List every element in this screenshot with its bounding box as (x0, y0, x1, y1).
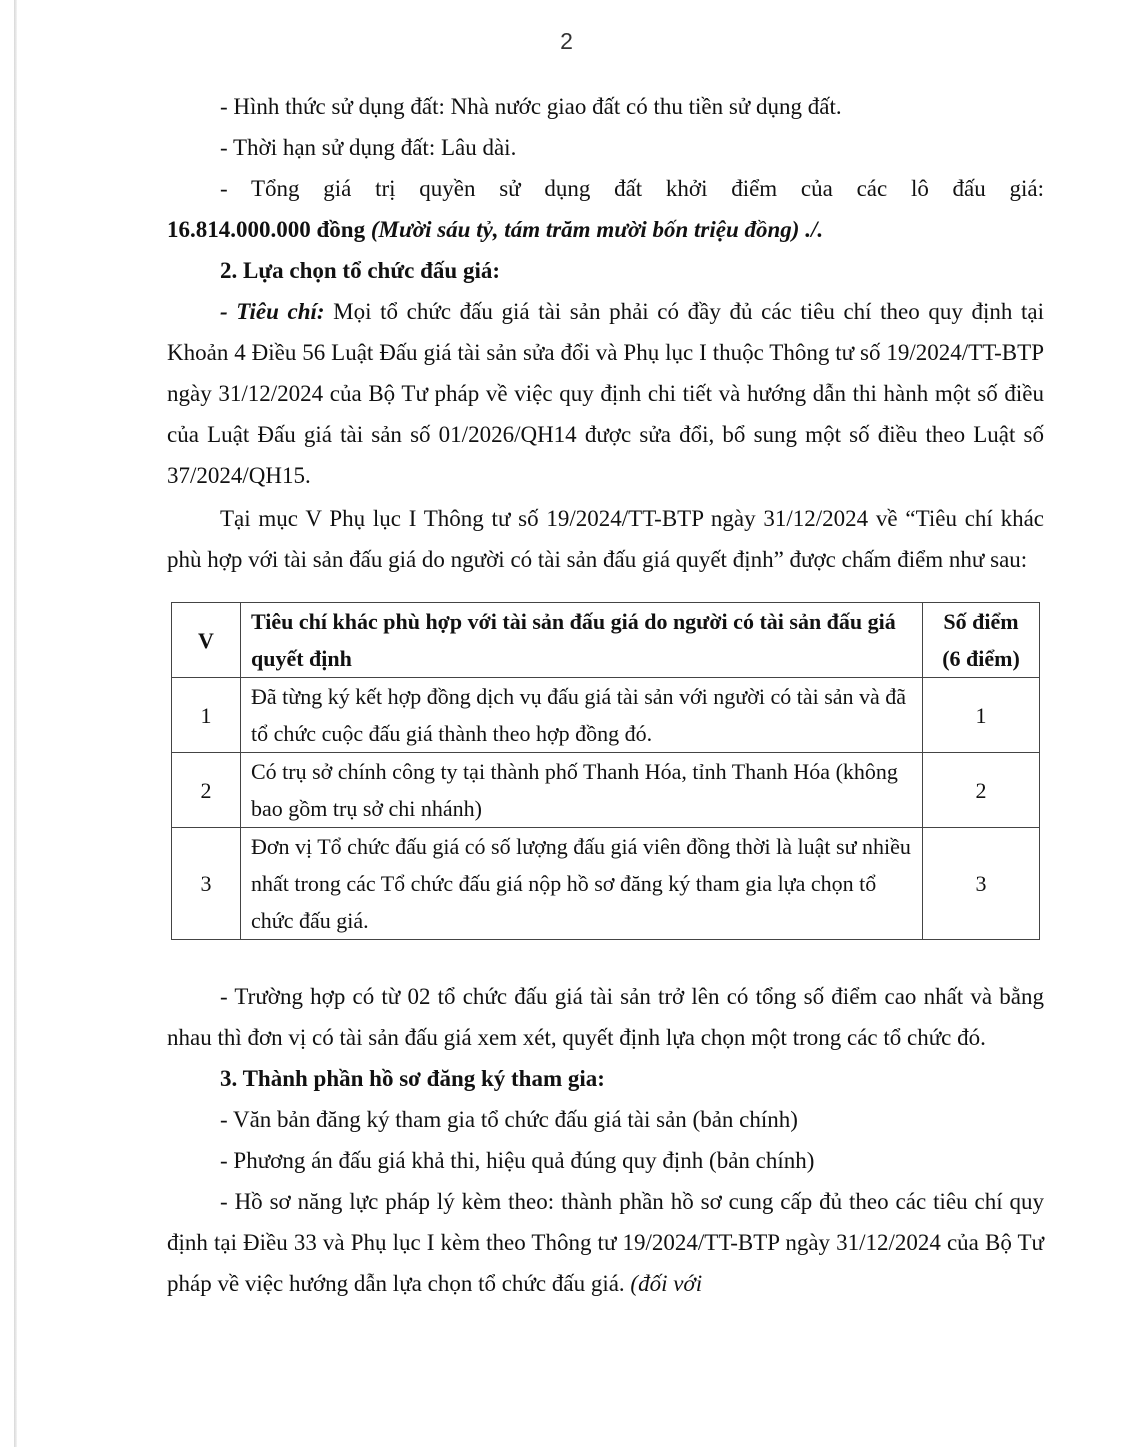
document-item-1: - Văn bản đăng ký tham gia tổ chức đấu giá tài sản (bản chính) (220, 1107, 798, 1132)
starting-price-amount: 16.814.000.000 đồng (167, 217, 366, 242)
row-points: 2 (923, 753, 1040, 828)
document-item-2: - Phương án đấu giá khả thi, hiệu quả đúng quy định (bản chính) (220, 1148, 815, 1173)
document-item-3-italic: (đối với (630, 1271, 703, 1296)
section-2-heading: 2. Lựa chọn tổ chức đấu giá: (220, 258, 500, 283)
criteria-text: Mọi tổ chức đấu giá tài sản phải có đầy đủ các tiêu chí theo quy định tại Khoản 4 Điều 56 Luật Đấu giá tài sản sửa đổi và Phụ lục I thuộc Thông tư số 19/2024/TT-BTP ngày 31/12/2024 của Bộ Tư pháp về việc quy định chi tiết và hướng dẫn thi hành một số điều của Luật Đấu giá tài sản số 01/2026/QH14 được sửa đổi, bổ sung một số điều theo Luật số 37/2024/QH15. (167, 299, 1045, 488)
starting-price-line (167, 209, 1044, 250)
table-row (172, 828, 1040, 940)
land-use-term: - Thời hạn sử dụng đất: Lâu dài. (220, 135, 517, 160)
starting-price-label: - Tổng giá trị quyền sử dụng đất khởi điểm của các lô đấu giá: (220, 176, 1044, 201)
land-use-form: - Hình thức sử dụng đất: Nhà nước giao đất có thu tiền sử dụng đất. (220, 94, 842, 119)
section-3-heading: 3. Thành phần hồ sơ đăng ký tham gia: (220, 1066, 605, 1091)
criteria-paragraph (167, 291, 1044, 496)
table-header-row (172, 603, 1040, 678)
document-item-3: - Hồ sơ năng lực pháp lý kèm theo: thành phần hồ sơ cung cấp đủ theo các tiêu chí quy định tại Điều 33 và Phụ lục I kèm theo Thông tư 19/2024/TT-BTP ngày 31/12/2024 của Bộ Tư pháp về việc hướng dẫn lựa chọn tổ chức đấu giá. (đối với (167, 1189, 1044, 1296)
criteria-table (171, 602, 1040, 940)
row-criteria: Có trụ sở chính công ty tại thành phố Thanh Hóa, tỉnh Thanh Hóa (không bao gồm trụ sở chi nhánh) (241, 753, 923, 828)
row-number: 2 (172, 753, 241, 828)
table-row (172, 678, 1040, 753)
starting-price-in-words: (Mười sáu tỷ, tám trăm mười bốn triệu đồng) ./. (370, 217, 824, 242)
row-points: 1 (923, 678, 1040, 753)
scoring-intro: Tại mục V Phụ lục I Thông tư số 19/2024/TT-BTP ngày 31/12/2024 về “Tiêu chí khác phù hợp với tài sản đấu giá do người có tài sản đấu giá quyết định” được chấm điểm như sau: (167, 506, 1044, 572)
page-edge (14, 0, 17, 1447)
row-criteria: Đơn vị Tổ chức đấu giá có số lượng đấu giá viên đồng thời là luật sư nhiều nhất trong các Tổ chức đấu giá nộp hồ sơ đăng ký tham gia lựa chọn tổ chức đấu giá. (241, 828, 923, 940)
table-row (172, 753, 1040, 828)
header-points: Số điểm (6 điểm) (923, 603, 1040, 678)
document-body (167, 86, 1044, 1304)
page-number: 2 (560, 28, 573, 54)
row-number: 1 (172, 678, 241, 753)
criteria-label: - Tiêu chí: (220, 299, 325, 324)
tie-break-rule: - Trường hợp có từ 02 tổ chức đấu giá tài sản trở lên có tổng số điểm cao nhất và bằng nhau thì đơn vị có tài sản đấu giá xem xét, quyết định lựa chọn một trong các tổ chức đó. (167, 984, 1044, 1050)
header-roman-numeral: V (172, 603, 241, 678)
row-number: 3 (172, 828, 241, 940)
row-criteria: Đã từng ký kết hợp đồng dịch vụ đấu giá tài sản với người có tài sản và đã tổ chức cuộc đấu giá thành theo hợp đồng đó. (241, 678, 923, 753)
row-points: 3 (923, 828, 1040, 940)
header-criteria: Tiêu chí khác phù hợp với tài sản đấu giá do người có tài sản đấu giá quyết định (241, 603, 923, 678)
